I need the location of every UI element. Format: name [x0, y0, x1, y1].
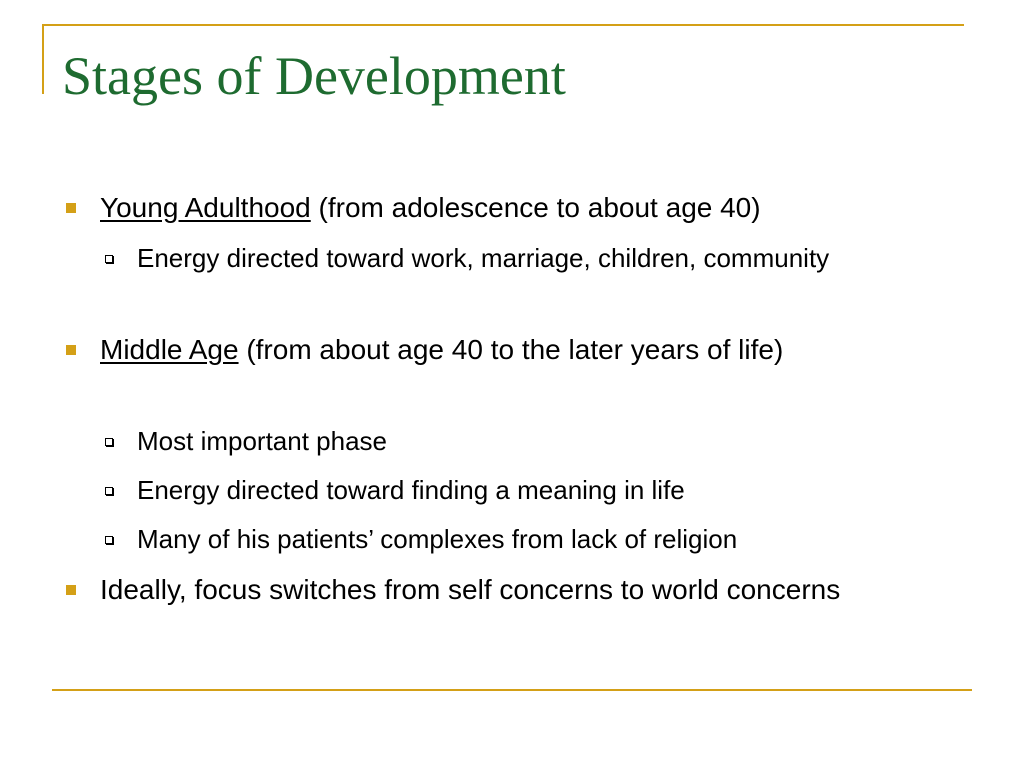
sub-bullet-text: Energy directed toward work, marriage, children, community — [137, 243, 830, 273]
bullet-focus-switch — [100, 569, 960, 611]
hollow-square-bullet-icon — [105, 255, 113, 263]
sub-bullet-text: Many of his patients’ complexes from lack of religion — [137, 524, 738, 554]
square-bullet-icon — [66, 585, 76, 595]
sub-bullet-text: Most important phase — [137, 426, 388, 456]
hollow-square-bullet-icon — [105, 536, 113, 544]
hollow-square-bullet-icon — [105, 438, 113, 446]
sub-bullet-lack-of-religion — [137, 519, 937, 559]
square-bullet-icon — [66, 203, 76, 213]
bullet-text: Ideally, focus switches from self concerns to world concerns — [100, 574, 841, 605]
sub-bullet-meaning-in-life — [137, 470, 937, 510]
sub-bullet-energy-work — [137, 238, 937, 278]
bullet-term: Young Adulthood — [100, 192, 311, 223]
hollow-square-bullet-icon — [105, 487, 113, 495]
sub-bullet-most-important — [137, 421, 937, 461]
bullet-text: (from about age 40 to the later years of life) — [238, 334, 784, 365]
bullet-term: Middle Age — [100, 334, 239, 365]
slide-title: Stages of Development — [62, 46, 566, 106]
square-bullet-icon — [66, 345, 76, 355]
bullet-middle-age — [100, 329, 960, 371]
bullet-text: (from adolescence to about age 40) — [310, 192, 761, 223]
sub-bullet-text: Energy directed toward finding a meaning in life — [137, 475, 685, 505]
footer-rule — [52, 689, 972, 691]
bullet-young-adulthood — [100, 187, 960, 229]
